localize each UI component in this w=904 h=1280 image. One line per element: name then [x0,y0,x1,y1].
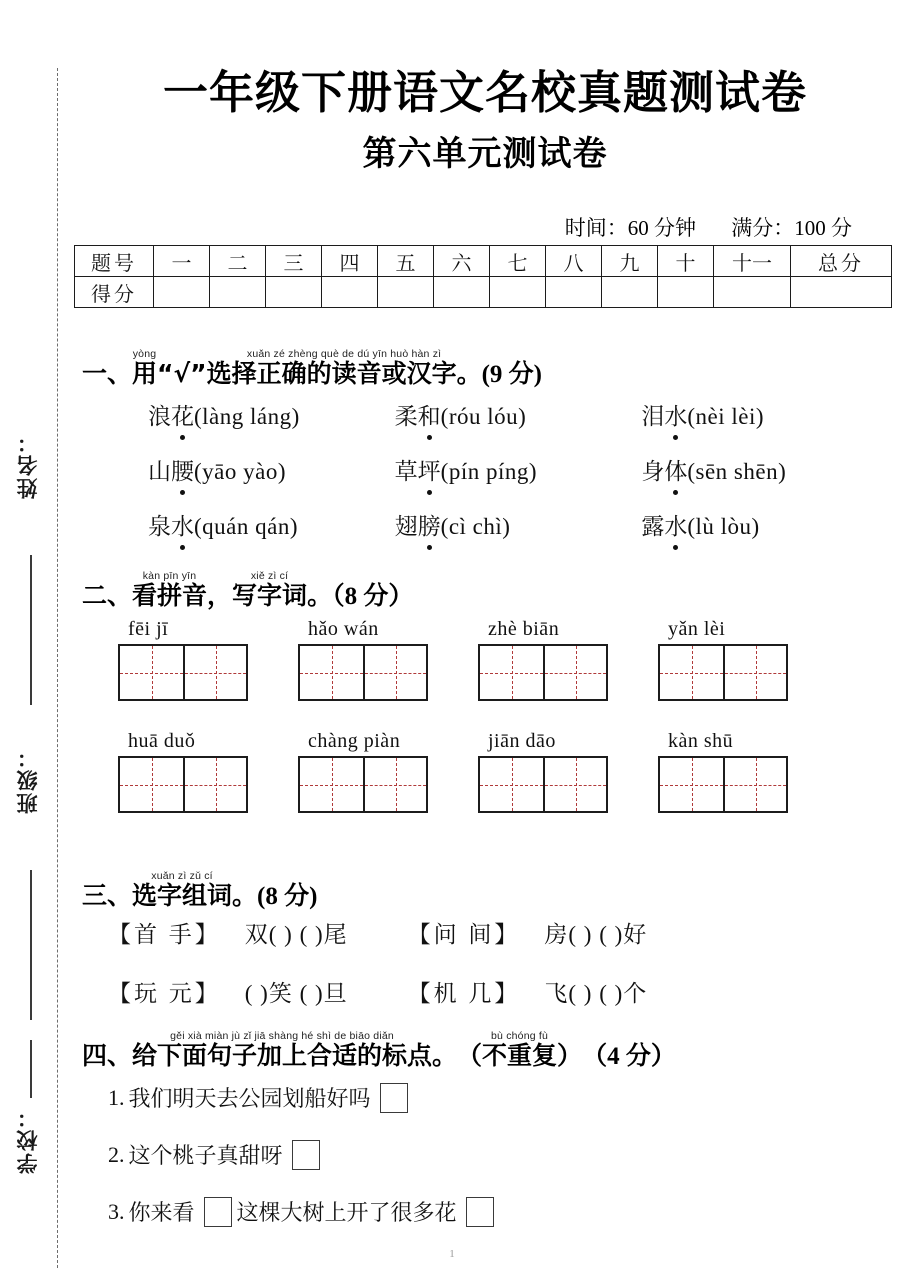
word-pinyin-choices[interactable]: (nèi lèi) [687,404,764,429]
tianzige-cell[interactable] [723,646,786,699]
sentence-item-2 [108,1139,325,1170]
score-cell-6[interactable] [434,277,490,308]
word-item-2[interactable] [395,398,642,431]
word-pinyin-choices[interactable]: (róu lóu) [440,404,527,429]
pinyin-hint: fēi jī [128,618,169,640]
section-2-comma: ， [207,581,233,610]
score-cell-7[interactable] [490,277,546,308]
tianzige-cell[interactable] [480,758,543,811]
section-3-ruby-1 [132,870,233,910]
tianzige-cell[interactable] [183,758,246,811]
sentence-index: 3. [108,1198,125,1224]
school-label: 学校： [16,1105,40,1174]
word-row-3 [148,508,888,541]
margin-field-name [0,430,56,504]
word-dotted-char: 水 [664,398,687,431]
word-pinyin-choices[interactable]: (sēn shēn) [687,459,787,484]
col-header-6: 六 [434,246,490,277]
section-1-ruby-yong [132,348,158,388]
tianzige-cell[interactable] [480,646,543,699]
word-row-2 [148,453,888,486]
word-dotted-char: 水 [664,508,687,541]
school-write-line [30,1040,32,1098]
punctuation-box[interactable] [466,1197,494,1227]
word-pinyin-choices[interactable]: (cì chì) [440,514,511,539]
word-pinyin-choices[interactable]: (yāo yào) [194,459,286,484]
name-write-line [30,555,32,705]
section-3-number: 三、 [82,881,133,910]
choose-bracket: 【首 手】 [108,922,221,947]
write-item-8 [658,730,838,813]
word-pinyin-choices[interactable]: (lù lòu) [687,514,760,539]
page-subtitle: 第六单元测试卷 [362,134,608,174]
section-4-ruby-1 [132,1030,433,1070]
word-prefix: 山 [148,459,171,484]
score-cell-1[interactable] [154,277,210,308]
table-row-scores [75,277,892,308]
score-cell-4[interactable] [322,277,378,308]
word-pinyin-choices[interactable]: (quán qán) [194,514,298,539]
tianzige-cell[interactable] [660,758,723,811]
section-1-ruby-base-1: 用 [132,359,158,388]
word-prefix: 露 [641,514,665,539]
score-table [74,245,892,308]
choose-blanks[interactable]: 房( ) ( )好 [544,922,648,947]
tianzige-cell[interactable] [120,758,183,811]
name-label: 姓名： [16,430,40,499]
section-2-points: （8 分） [332,583,414,610]
section-1-check-symbol: “√” [157,359,207,388]
section-1-heading [82,348,542,387]
pinyin-hint: jiān dāo [488,730,556,752]
section-4-ruby-rt-2: bù chóng fù [457,1030,583,1042]
row-header-question: 题号 [75,246,154,277]
section-4-ruby-base-1: 给下面句子加上合适的标点 [132,1041,433,1070]
word-item-6[interactable] [641,453,888,486]
write-item-6 [298,730,478,813]
section-1-points: (9 分) [481,361,542,388]
tianzige-box-1[interactable] [118,644,248,701]
section-3-ruby-rt: xuǎn zì zǔ cí [132,870,233,882]
tianzige-cell[interactable] [723,758,786,811]
section-4-heading [82,1030,676,1069]
col-header-total: 总分 [791,246,892,277]
section-4-ruby-rt-1: gěi xià miàn jù zǐ jiā shàng hé shì de biāo diǎn [132,1030,433,1042]
tianzige-box-8[interactable] [658,756,788,813]
word-dotted-char: 水 [171,508,194,541]
sentence-item-3 [108,1196,499,1227]
word-dotted-char: 膀 [418,508,441,541]
choose-bracket: 【问 间】 [407,922,521,947]
choose-group-2 [408,916,648,949]
score-cell-11[interactable] [714,277,791,308]
write-item-1 [118,618,298,701]
pinyin-hint: hǎo wán [308,618,379,640]
choose-blanks[interactable]: 双( ) ( )尾 [244,922,348,947]
score-cell-2[interactable] [210,277,266,308]
section-1-ruby-rt-2: xuǎn zé zhèng què de dú yīn huò hàn zì [206,348,482,360]
tianzige-cell[interactable] [120,646,183,699]
punctuation-box[interactable] [292,1140,320,1170]
tianzige-cell[interactable] [300,758,363,811]
section-1-ruby-base-2: 选择正确的读音或汉字。 [206,359,482,388]
section-4-period: 。 [432,1041,458,1070]
choose-blanks[interactable]: ( )笑 ( )旦 [244,981,348,1006]
word-prefix: 柔 [394,404,418,429]
word-prefix: 浪 [148,404,171,429]
col-header-8: 八 [546,246,602,277]
class-label: 班级： [16,745,40,814]
word-item-9[interactable] [641,508,888,541]
section-2-heading [82,570,413,609]
tianzige-box-2[interactable] [298,644,428,701]
section-3-ruby-base: 选字组词 [132,881,233,910]
section-2-ruby-2 [232,570,308,610]
word-pinyin-choices[interactable]: (pín píng) [440,459,538,484]
section-4-points: （4 分） [582,1043,676,1070]
score-cell-10[interactable] [658,277,714,308]
section-2-ruby-1 [132,570,208,610]
section-2-period: 。 [307,581,333,610]
section-3-heading [82,870,317,909]
score-cell-9[interactable] [602,277,658,308]
section-2-row-1 [118,618,888,701]
score-cell-8[interactable] [546,277,602,308]
section-4-number: 四、 [82,1041,133,1070]
tianzige-cell[interactable] [543,758,606,811]
margin-field-school [0,1105,56,1179]
sentence-item-1 [108,1082,413,1113]
section-4-ruby-2 [457,1030,583,1070]
word-item-4[interactable] [148,453,395,486]
punctuation-box[interactable] [204,1197,232,1227]
tianzige-cell[interactable] [363,646,426,699]
word-prefix: 泪 [641,404,665,429]
section-2-ruby-base-1: 看拼音 [132,581,208,610]
word-item-5[interactable] [395,453,642,486]
section-3-points: (8 分) [257,883,318,910]
section-2-row-2 [118,730,888,813]
col-header-1: 一 [154,246,210,277]
section-1-word-grid [148,398,888,555]
word-item-8[interactable] [395,508,642,541]
word-dotted-char: 花 [171,398,194,431]
table-row-question-numbers [75,246,892,277]
word-dotted-char: 腰 [171,453,194,486]
section-3-row-2 [108,975,898,1008]
word-item-1[interactable] [148,398,395,431]
word-prefix: 草 [394,459,418,484]
class-write-line [30,870,32,1020]
word-item-7[interactable] [148,508,395,541]
sentence-index: 2. [108,1141,125,1167]
tianzige-cell[interactable] [300,646,363,699]
col-header-11: 十一 [714,246,791,277]
tianzige-box-6[interactable] [298,756,428,813]
sentence-index: 1. [108,1084,125,1110]
write-item-4 [658,618,838,701]
word-dotted-char: 和 [418,398,441,431]
tianzige-box-3[interactable] [478,644,608,701]
score-cell-total[interactable] [791,277,892,308]
sentence-text: 这个桃子真甜呀 [128,1143,283,1168]
col-header-4: 四 [322,246,378,277]
pinyin-hint: zhè biān [488,618,560,640]
choose-bracket: 【玩 元】 [108,981,221,1006]
pinyin-hint: chàng piàn [308,730,401,752]
col-header-5: 五 [378,246,434,277]
sentence-text: 我们明天去公园划船好吗 [128,1086,371,1111]
section-2-number: 二、 [82,581,133,610]
section-2-ruby-base-2: 写字词 [232,581,308,610]
margin-field-class [0,745,56,819]
choose-blanks[interactable]: 飞( ) ( )个 [544,981,648,1006]
tianzige-box-4[interactable] [658,644,788,701]
time-limit-label: 时间：60 分钟 [564,216,696,240]
pinyin-row-1 [118,618,888,701]
section-3-period: 。 [232,881,258,910]
page-title: 一年级下册语文名校真题测试卷 [162,66,807,119]
pinyin-row-2 [118,730,888,813]
tianzige-cell[interactable] [660,646,723,699]
word-prefix: 身 [641,459,665,484]
choose-group-1 [108,916,348,949]
word-dotted-char: 体 [664,453,687,486]
tianzige-box-7[interactable] [478,756,608,813]
section-2-ruby-rt-1: kàn pīn yīn [132,570,208,582]
section-1-ruby-rt-1: yòng [132,348,158,360]
word-prefix: 泉 [148,514,171,539]
word-item-3[interactable] [641,398,888,431]
write-item-3 [478,618,658,701]
section-4-ruby-base-2: （不重复） [457,1041,583,1070]
tianzige-cell[interactable] [543,646,606,699]
col-header-2: 二 [210,246,266,277]
tianzige-cell[interactable] [363,758,426,811]
pinyin-hint: huā duǒ [128,730,196,752]
col-header-3: 三 [266,246,322,277]
choose-bracket: 【机 几】 [407,981,521,1006]
choose-group-3 [108,975,348,1008]
word-row-1 [148,398,888,431]
section-3-row-1 [108,916,898,949]
full-score-label: 满分：100 分 [731,216,852,240]
exam-meta [565,212,852,242]
section-2-ruby-rt-2: xiě zì cí [232,570,308,582]
pinyin-hint: kàn shū [668,730,734,752]
section-1-ruby-main [206,348,482,388]
cut-dashed-line [57,68,58,1268]
page-number: 1 [449,1248,455,1260]
col-header-9: 九 [602,246,658,277]
punctuation-box[interactable] [380,1083,408,1113]
col-header-7: 七 [490,246,546,277]
score-cell-5[interactable] [378,277,434,308]
score-cell-3[interactable] [266,277,322,308]
word-pinyin-choices[interactable]: (làng láng) [194,404,300,429]
sentence-text-2: 这棵大树上开了很多花 [236,1200,457,1225]
word-dotted-char: 坪 [418,453,441,486]
pinyin-hint: yǎn lèi [668,618,726,640]
tianzige-cell[interactable] [183,646,246,699]
write-item-7 [478,730,658,813]
write-item-5 [118,730,298,813]
word-prefix: 翅 [394,514,418,539]
sentence-text: 你来看 [128,1200,195,1225]
col-header-10: 十 [658,246,714,277]
write-item-2 [298,618,478,701]
section-1-number: 一、 [82,359,133,388]
choose-group-4 [408,975,648,1008]
row-header-score: 得分 [75,277,154,308]
tianzige-box-5[interactable] [118,756,248,813]
